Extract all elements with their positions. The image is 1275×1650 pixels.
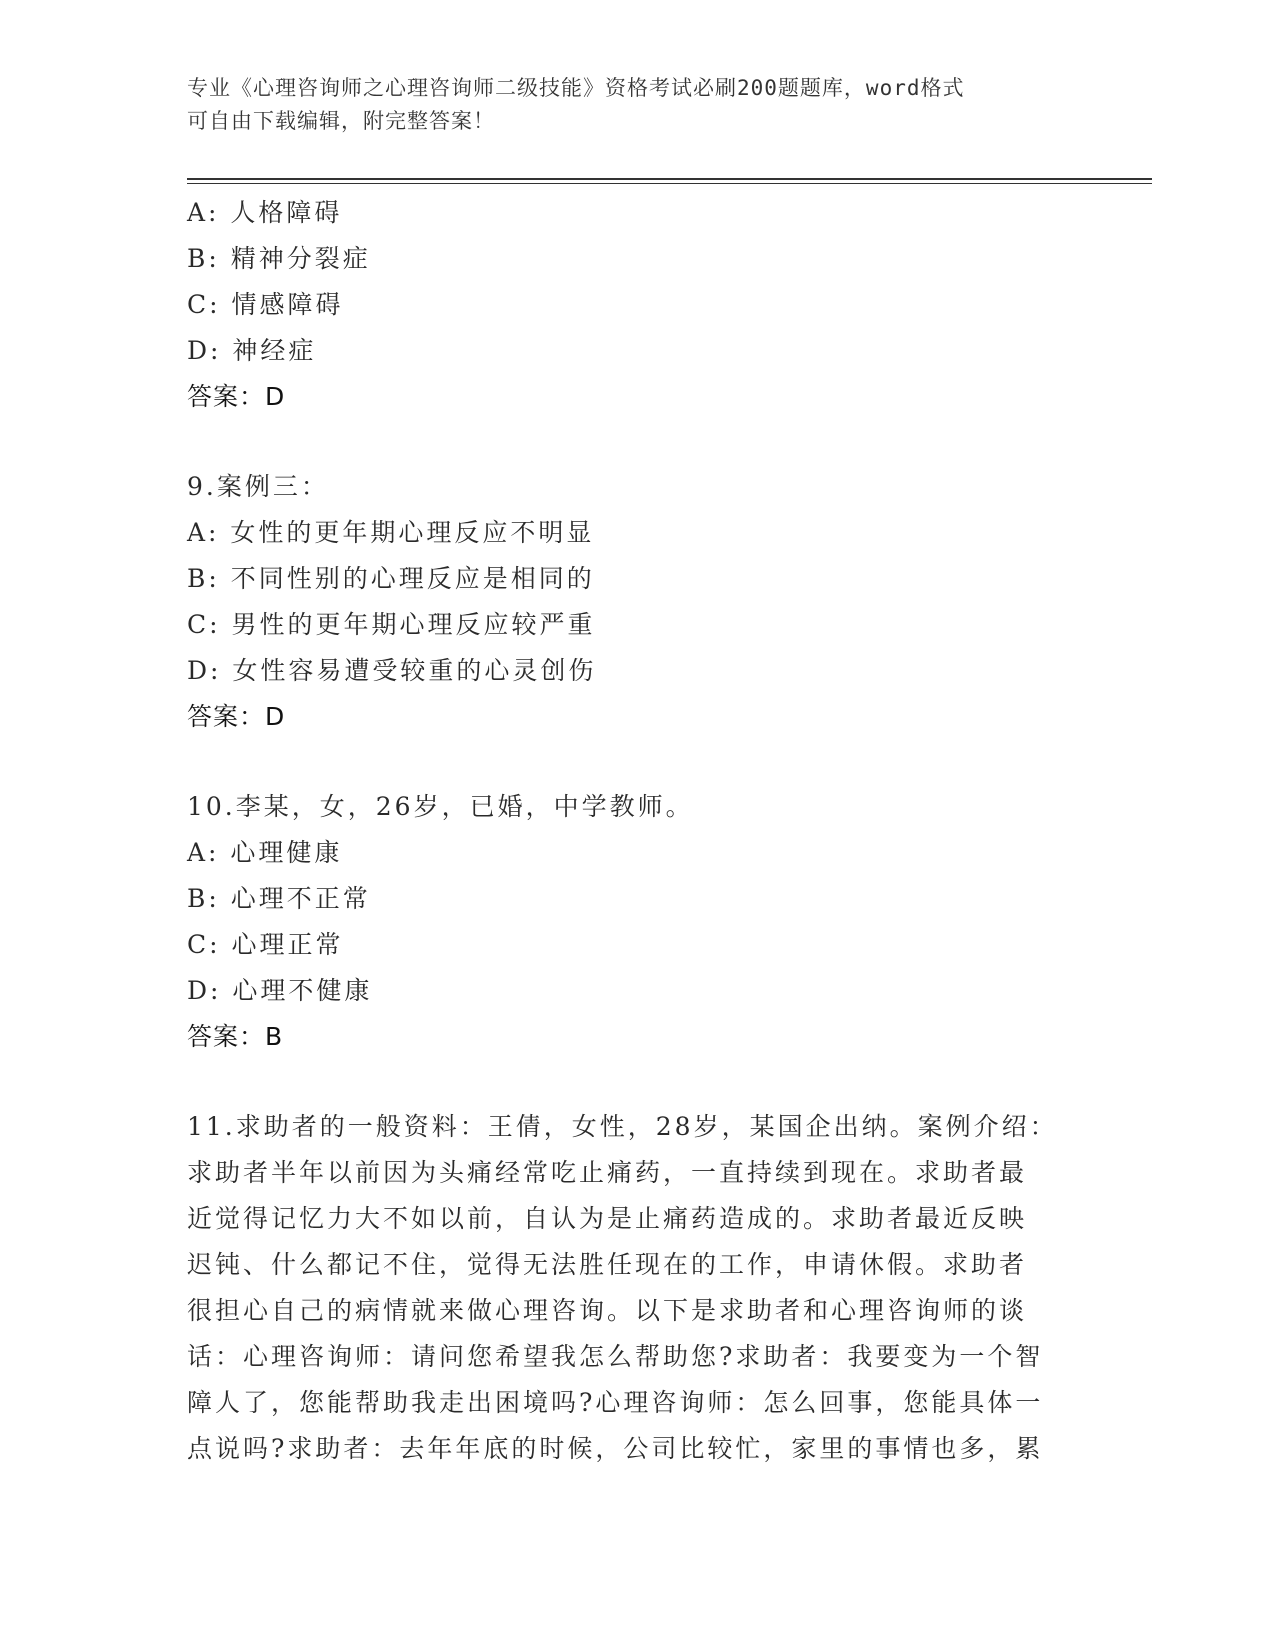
question-11 — [187, 1104, 1087, 1472]
option-c: C: 心理正常 — [187, 930, 344, 959]
option-b: B: 心理不正常 — [187, 884, 371, 913]
question-title: 10.李某，女，26岁，已婚，中学教师。 — [187, 792, 694, 821]
question-9 — [187, 464, 1087, 740]
header-rule-thick — [187, 178, 1152, 180]
answer: 答案：B — [187, 1022, 284, 1051]
option-d: D: 女性容易遭受较重的心灵创伤 — [187, 656, 597, 685]
paragraph-line: 迟钝、什么都记不住，觉得无法胜任现在的工作，申请休假。求助者 — [187, 1250, 1028, 1279]
question-8 — [187, 190, 1087, 420]
document-header — [187, 72, 1067, 138]
option-d: D: 神经症 — [187, 336, 317, 365]
paragraph-line: 很担心自己的病情就来做心理咨询。以下是求助者和心理咨询师的谈 — [187, 1296, 1028, 1325]
paragraph-line: 话：心理咨询师：请问您希望我怎么帮助您?求助者：我要变为一个智 — [187, 1342, 1044, 1371]
option-b: B: 精神分裂症 — [187, 244, 371, 273]
paragraph-line: 11.求助者的一般资料：王倩，女性，28岁，某国企出纳。案例介绍： — [187, 1112, 1058, 1141]
answer: 答案：D — [187, 702, 286, 731]
paragraph-line: 近觉得记忆力大不如以前，自认为是止痛药造成的。求助者最近反映 — [187, 1204, 1028, 1233]
option-b: B: 不同性别的心理反应是相同的 — [187, 564, 595, 593]
option-c: C: 男性的更年期心理反应较严重 — [187, 610, 596, 639]
option-a: A: 心理健康 — [187, 838, 343, 867]
document-body — [187, 190, 1087, 1472]
paragraph-line: 点说吗?求助者：去年年底的时候，公司比较忙，家里的事情也多，累 — [187, 1434, 1044, 1463]
spacer — [187, 420, 1087, 464]
option-d: D: 心理不健康 — [187, 976, 373, 1005]
paragraph-line: 障人了，您能帮助我走出困境吗?心理咨询师：怎么回事，您能具体一 — [187, 1388, 1044, 1417]
question-10 — [187, 784, 1087, 1060]
option-a: A: 人格障碍 — [187, 198, 343, 227]
header-title-line-2: 可自由下载编辑，附完整答案！ — [187, 109, 495, 133]
paragraph-line: 求助者半年以前因为头痛经常吃止痛药，一直持续到现在。求助者最 — [187, 1158, 1028, 1187]
option-c: C: 情感障碍 — [187, 290, 344, 319]
header-title-line-1: 专业《心理咨询师之心理咨询师二级技能》资格考试必刷200题题库，word格式 — [187, 76, 965, 100]
spacer — [187, 1060, 1087, 1104]
question-title: 9.案例三： — [187, 472, 329, 501]
option-a: A: 女性的更年期心理反应不明显 — [187, 518, 595, 547]
answer: 答案：D — [187, 382, 286, 411]
header-rule-thin — [187, 183, 1152, 184]
spacer — [187, 740, 1087, 784]
